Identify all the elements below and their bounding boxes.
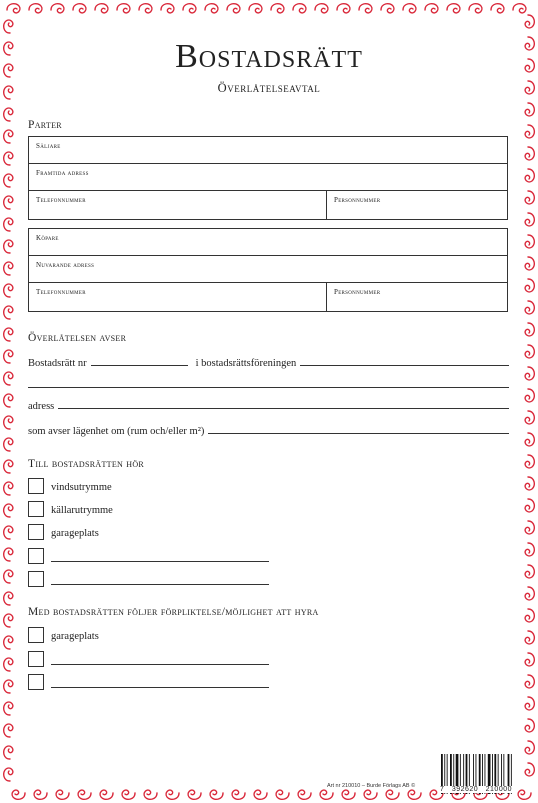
border-swirl	[315, 4, 328, 13]
border-swirl	[254, 790, 267, 799]
lagenhet-label: som avser lägenhet om (rum och/eller m²)	[28, 426, 205, 437]
border-swirl	[4, 592, 13, 605]
bostadsratt-row	[28, 355, 509, 369]
buyer-id-field[interactable]	[326, 283, 381, 311]
checkbox-row-hyra-garageplats	[28, 625, 99, 643]
border-swirl	[4, 680, 13, 693]
section-heading-parter: Parter	[28, 119, 62, 131]
border-swirl	[161, 4, 174, 13]
other-1-input[interactable]	[51, 561, 269, 562]
border-swirl	[188, 790, 201, 799]
buyer-phone-field[interactable]	[29, 283, 507, 311]
border-swirl	[525, 257, 534, 270]
border-swirl	[293, 4, 306, 13]
checkbox-label: garageplats	[51, 631, 99, 642]
other-2-input[interactable]	[51, 584, 269, 585]
bostadsratt-nr-label: Bostadsrätt nr	[28, 358, 87, 369]
checkbox-label: källarutrymme	[51, 505, 113, 516]
buyer-address-field[interactable]	[29, 256, 507, 283]
border-swirl	[4, 746, 13, 759]
border-swirl	[4, 724, 13, 737]
checkbox-row-kallarutrymme	[28, 499, 113, 517]
border-swirl	[408, 790, 421, 799]
border-swirl	[525, 455, 534, 468]
buyer-box	[28, 228, 508, 312]
border-swirl	[4, 570, 13, 583]
border-swirl	[4, 460, 13, 473]
border-swirl	[4, 482, 13, 495]
border-swirl	[4, 548, 13, 561]
border-swirl	[525, 741, 534, 754]
lagenhet-input[interactable]	[208, 433, 509, 434]
border-swirl	[403, 4, 416, 13]
border-swirl	[4, 306, 13, 319]
checkbox-row-other-1	[28, 546, 269, 564]
footer-article-number: Art nr 210010 – Burde Förlags AB ©	[327, 783, 416, 789]
border-swirl	[525, 653, 534, 666]
border-swirl	[166, 790, 179, 799]
barcode-digit-group-1: 392620	[451, 786, 479, 793]
checkbox-row-garageplats	[28, 522, 99, 540]
section-heading-overlatelsen: Överlåtelsen avser	[28, 332, 127, 344]
border-swirl	[525, 279, 534, 292]
border-swirl	[525, 345, 534, 358]
barcode-number	[440, 786, 512, 793]
checkbox-row-vindsutrymme	[28, 476, 112, 494]
border-swirl	[386, 790, 399, 799]
adress-label: adress	[28, 401, 55, 412]
border-swirl	[4, 152, 13, 165]
checkbox-hyra-other-2[interactable]	[28, 674, 44, 690]
checkbox-vindsutrymme[interactable]	[28, 478, 44, 494]
border-swirl	[525, 675, 534, 688]
border-swirl	[117, 4, 130, 13]
border-swirl	[210, 790, 223, 799]
border-swirl	[4, 636, 13, 649]
border-swirl	[4, 504, 13, 517]
adress-input[interactable]	[58, 408, 509, 409]
border-swirl	[320, 790, 333, 799]
checkbox-row-hyra-other-1	[28, 649, 269, 667]
border-swirl	[525, 15, 534, 28]
border-swirl	[525, 103, 534, 116]
border-swirl	[4, 702, 13, 715]
border-swirl	[491, 4, 504, 13]
border-swirl	[525, 521, 534, 534]
border-swirl	[227, 4, 240, 13]
checkbox-hyra-other-1[interactable]	[28, 651, 44, 667]
border-swirl	[4, 196, 13, 209]
border-swirl	[4, 526, 13, 539]
buyer-phone-label: Telefonnummer	[36, 288, 86, 296]
seller-phone-label: Telefonnummer	[36, 196, 86, 204]
border-swirl	[525, 477, 534, 490]
checkbox-other-1[interactable]	[28, 548, 44, 564]
border-swirl	[525, 213, 534, 226]
document-title: Bostadsrätt	[175, 38, 363, 75]
border-swirl	[525, 411, 534, 424]
border-swirl	[144, 790, 157, 799]
border-swirl	[4, 416, 13, 429]
border-swirl	[4, 394, 13, 407]
border-swirl	[525, 147, 534, 160]
border-swirl	[342, 790, 355, 799]
border-swirl	[73, 4, 86, 13]
checkbox-garageplats[interactable]	[28, 524, 44, 540]
checkbox-row-hyra-other-2	[28, 672, 269, 690]
checkbox-other-2[interactable]	[28, 571, 44, 587]
border-swirl	[78, 790, 91, 799]
border-swirl	[447, 4, 460, 13]
seller-id-field[interactable]	[326, 191, 381, 219]
hyra-other-1-input[interactable]	[51, 664, 269, 665]
border-swirl	[525, 389, 534, 402]
seller-address-field[interactable]	[29, 164, 507, 191]
border-swirl	[513, 4, 526, 13]
barcode-digit-lead: 7	[440, 786, 445, 793]
buyer-name-field[interactable]	[29, 229, 507, 256]
adress-row	[28, 398, 509, 412]
border-swirl	[34, 790, 47, 799]
border-swirl	[4, 108, 13, 121]
border-swirl	[56, 790, 69, 799]
border-swirl	[271, 4, 284, 13]
border-swirl	[525, 191, 534, 204]
border-swirl	[7, 4, 20, 13]
border-swirl	[95, 4, 108, 13]
seller-id-label: Personnummer	[334, 196, 381, 204]
section-heading-till-bostadsratten: Till bostadsrätten hör	[28, 458, 145, 470]
border-swirl	[525, 763, 534, 776]
forening-label: i bostadsrättsföreningen	[195, 358, 297, 369]
border-swirl	[298, 790, 311, 799]
border-swirl	[364, 790, 377, 799]
border-swirl	[525, 587, 534, 600]
border-swirl	[525, 631, 534, 644]
border-swirl	[525, 565, 534, 578]
forening-input[interactable]	[300, 365, 509, 366]
border-swirl	[232, 790, 245, 799]
border-swirl	[518, 790, 531, 799]
border-swirl	[4, 350, 13, 363]
lagenhet-row	[28, 423, 509, 437]
border-swirl	[525, 609, 534, 622]
document-subtitle: Överlåtelseavtal	[217, 81, 321, 95]
border-swirl	[4, 438, 13, 451]
seller-phone-field[interactable]	[29, 191, 507, 219]
border-swirl	[525, 169, 534, 182]
border-swirl	[4, 768, 13, 781]
border-swirl	[4, 218, 13, 231]
buyer-label: Köpare	[36, 234, 59, 242]
border-swirl	[4, 284, 13, 297]
border-swirl	[525, 125, 534, 138]
border-swirl	[525, 697, 534, 710]
border-swirl	[4, 174, 13, 187]
border-swirl	[249, 4, 262, 13]
border-swirl	[525, 235, 534, 248]
border-swirl	[122, 790, 135, 799]
border-swirl	[4, 372, 13, 385]
border-swirl	[337, 4, 350, 13]
border-swirl	[525, 433, 534, 446]
border-swirl	[4, 262, 13, 275]
seller-name-field[interactable]	[29, 137, 507, 164]
border-swirl	[29, 4, 42, 13]
border-swirl	[100, 790, 113, 799]
border-swirl	[525, 367, 534, 380]
checkbox-hyra-garageplats[interactable]	[28, 627, 44, 643]
border-swirl	[12, 790, 25, 799]
border-swirl	[183, 4, 196, 13]
border-swirl	[4, 240, 13, 253]
border-swirl	[525, 301, 534, 314]
seller-label: Säljare	[36, 142, 61, 150]
border-swirl	[4, 328, 13, 341]
buyer-address-label: Nuvarande adress	[36, 261, 95, 269]
border-swirl	[4, 658, 13, 671]
border-swirl	[525, 323, 534, 336]
buyer-id-label: Personnummer	[334, 288, 381, 296]
border-swirl	[4, 20, 13, 33]
checkbox-label: vindsutrymme	[51, 482, 112, 493]
checkbox-row-other-2	[28, 569, 269, 587]
bostadsratt-nr-input[interactable]	[91, 365, 188, 366]
border-swirl	[205, 4, 218, 13]
checkbox-kallarutrymme[interactable]	[28, 501, 44, 517]
border-swirl	[469, 4, 482, 13]
border-swirl	[525, 499, 534, 512]
border-swirl	[276, 790, 289, 799]
border-swirl	[139, 4, 152, 13]
seller-address-label: Framtida adress	[36, 169, 89, 177]
border-swirl	[525, 543, 534, 556]
hyra-other-2-input[interactable]	[51, 687, 269, 688]
border-swirl	[4, 130, 13, 143]
border-swirl	[381, 4, 394, 13]
forening-continuation-line[interactable]	[28, 387, 509, 388]
border-swirl	[525, 719, 534, 732]
barcode-digit-group-2: 210000	[485, 786, 512, 793]
seller-box	[28, 136, 508, 220]
section-heading-forpliktelse: Med bostadsrätten följer förpliktelse/möjlighet att hyra	[28, 606, 319, 618]
checkbox-label: garageplats	[51, 528, 99, 539]
border-swirl	[4, 614, 13, 627]
border-swirl	[425, 4, 438, 13]
border-swirl	[359, 4, 372, 13]
border-swirl	[51, 4, 64, 13]
